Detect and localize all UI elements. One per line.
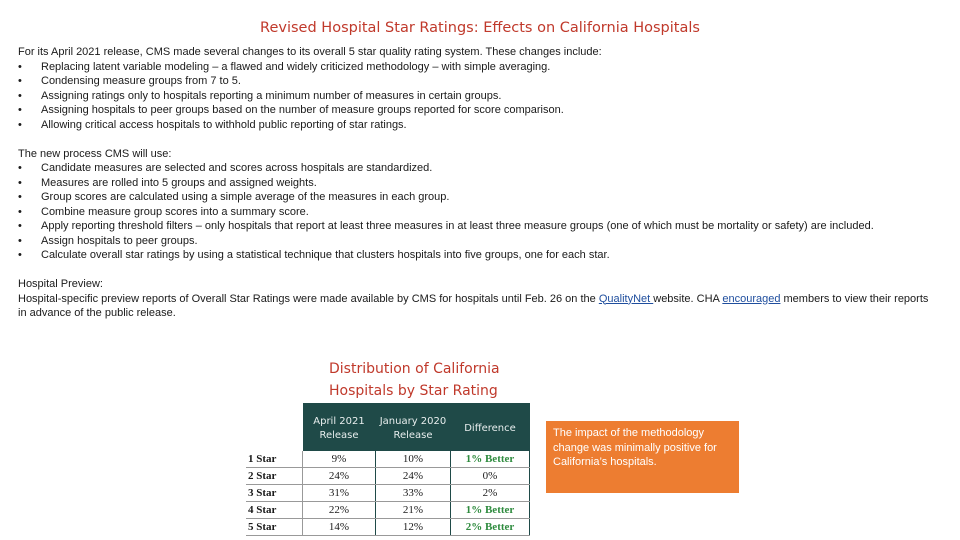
- changes-list: [18, 60, 938, 133]
- difference-cell: 1% Better: [451, 502, 530, 519]
- bullet-icon: •: [18, 118, 22, 131]
- row-label: 4 Star: [246, 502, 303, 519]
- difference-cell: 2% Better: [451, 519, 530, 536]
- process-list: [18, 161, 938, 263]
- table-cell: 14%: [303, 519, 376, 536]
- column-header: April 2021 Release: [303, 403, 376, 451]
- list-item: • Candidate measures are selected and scores across hospitals are standardized.: [18, 162, 433, 174]
- list-item: • Apply reporting threshold filters – only hospitals that report at least three measures in at least three measure groups (one of which must be mortality or safety) are included.: [18, 220, 874, 232]
- table-cell: 21%: [376, 502, 451, 519]
- page-title: Revised Hospital Star Ratings: Effects on California Hospitals: [260, 20, 700, 36]
- bullet-icon: •: [18, 176, 22, 189]
- table-cell: 22%: [303, 502, 376, 519]
- table-row: [246, 502, 530, 519]
- list-item: • Allowing critical access hospitals to withhold public reporting of star ratings.: [18, 118, 407, 131]
- column-header: Difference: [451, 403, 530, 451]
- difference-cell: 2%: [451, 485, 530, 502]
- body-text: [18, 45, 938, 321]
- list-item: • Combine measure group scores into a summary score.: [18, 205, 309, 218]
- table-cell: 24%: [303, 468, 376, 485]
- bullet-icon: •: [18, 60, 22, 73]
- encouraged-link[interactable]: encouraged: [722, 292, 781, 305]
- star-rating-table: [246, 403, 530, 536]
- table-row: [246, 468, 530, 485]
- row-label: 3 Star: [246, 485, 303, 502]
- impact-callout: The impact of the methodology change was minimally positive for California’s hospitals.: [546, 421, 739, 493]
- bullet-icon: •: [18, 89, 22, 102]
- difference-cell: 1% Better: [451, 451, 530, 468]
- process-intro: The new process CMS will use:: [18, 147, 172, 160]
- bullet-icon: •: [18, 234, 22, 247]
- table-cell: 33%: [376, 485, 451, 502]
- table-cell: 31%: [303, 485, 376, 502]
- intro-text: For its April 2021 release, CMS made several changes to its overall 5 star quality rating system. These changes include:: [18, 46, 602, 58]
- table-cell: 10%: [376, 451, 451, 468]
- preview-text: Hospital-specific preview reports of Overall Star Ratings were made available by CMS for hospitals until Feb. 26 on the QualityNet website. CHA encouraged members to view their reports in advance of the public release.: [18, 292, 929, 319]
- table-cell: 24%: [376, 468, 451, 485]
- row-label: 5 Star: [246, 519, 303, 536]
- list-item: • Assign hospitals to peer groups.: [18, 234, 198, 247]
- row-label: 1 Star: [246, 451, 303, 468]
- table-row: [246, 451, 530, 468]
- list-item: • Group scores are calculated using a simple average of the measures in each group.: [18, 191, 450, 203]
- table-row: [246, 519, 530, 536]
- column-header: January 2020 Release: [376, 403, 451, 451]
- distribution-title: Distribution of California Hospitals by Star Rating: [329, 361, 500, 399]
- row-label: 2 Star: [246, 468, 303, 485]
- bullet-icon: •: [18, 162, 22, 174]
- bullet-icon: •: [18, 75, 22, 87]
- bullet-icon: •: [18, 104, 22, 116]
- list-item: • Condensing measure groups from 7 to 5.: [18, 75, 241, 87]
- bullet-icon: •: [18, 220, 22, 232]
- table-cell: 9%: [303, 451, 376, 468]
- preview-heading: Hospital Preview:: [18, 278, 103, 290]
- table-cell: 12%: [376, 519, 451, 536]
- difference-cell: 0%: [451, 468, 530, 485]
- list-item: • Replacing latent variable modeling – a flawed and widely criticized methodology – with simple averaging.: [18, 60, 551, 73]
- list-item: • Assigning ratings only to hospitals reporting a minimum number of measures in certain groups.: [18, 89, 502, 102]
- list-item: • Measures are rolled into 5 groups and assigned weights.: [18, 176, 317, 189]
- bullet-icon: •: [18, 191, 22, 203]
- bullet-icon: •: [18, 205, 22, 218]
- bullet-icon: •: [18, 249, 22, 261]
- qualitynet-link[interactable]: QualityNet: [598, 292, 654, 305]
- table-row: [246, 485, 530, 502]
- list-item: • Assigning hospitals to peer groups based on the number of measure groups reported for score comparison.: [18, 104, 564, 116]
- list-item: • Calculate overall star ratings by using a statistical technique that clusters hospitals into five groups, one for each star.: [18, 249, 610, 261]
